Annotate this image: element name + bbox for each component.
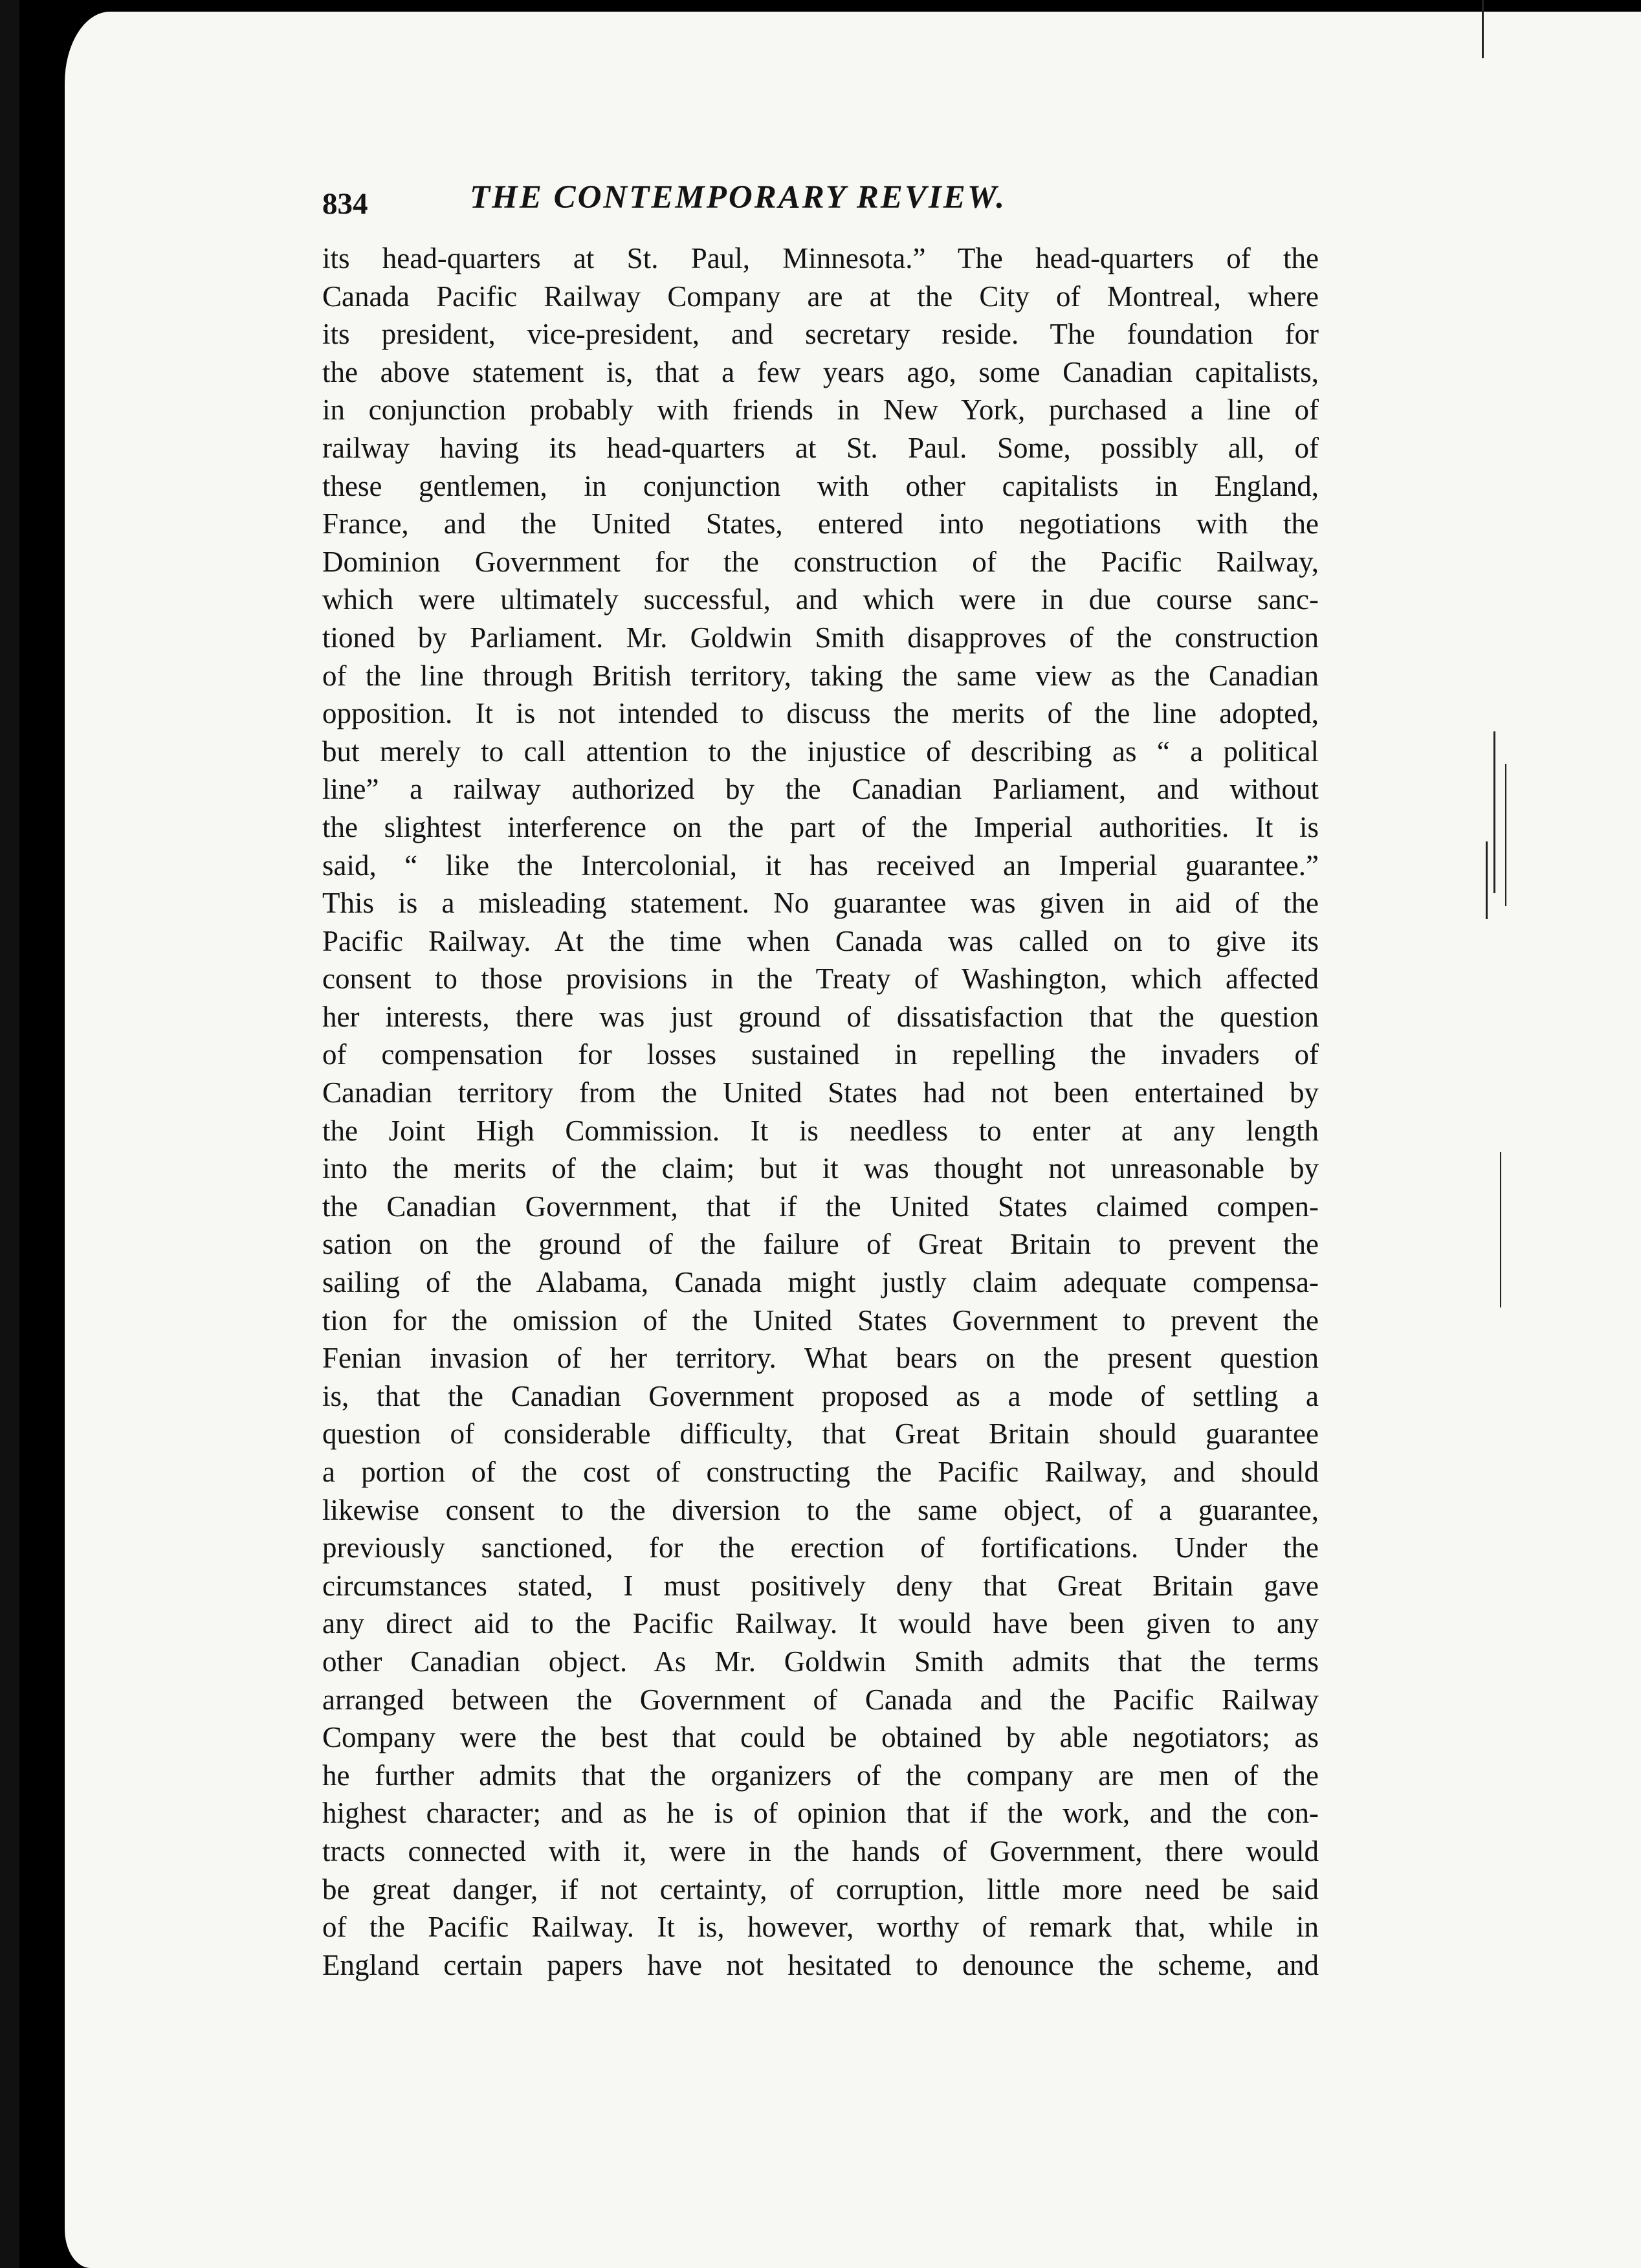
text-line: railway having its head-quarters at St. Paul. Some, possibly all, of — [322, 431, 1319, 464]
text-line: England certain papers have not hesitated to denounce the scheme, and — [322, 1948, 1319, 1981]
text-line: of the Pacific Railway. It is, however, worthy of remark that, while in — [322, 1911, 1319, 1944]
text-line: he further admits that the organizers of the company are men of the — [322, 1759, 1319, 1792]
text-line: arranged between the Government of Canada and the Pacific Railway — [322, 1683, 1319, 1716]
text-line: Pacific Railway. At the time when Canada was called on to give its — [322, 924, 1319, 957]
page-text — [322, 175, 1319, 1984]
text-line: be great danger, if not certainty, of corruption, little more need be said — [322, 1873, 1319, 1906]
text-line: highest character; and as he is of opinion that if the work, and the con- — [322, 1797, 1319, 1830]
text-line: Canadian territory from the United States had not been entertained by — [322, 1076, 1319, 1109]
journal-title: THE CONTEMPORARY REVIEW. — [470, 179, 1007, 216]
text-line: tion for the omission of the United States Government to prevent the — [322, 1304, 1319, 1337]
text-line: Canada Pacific Railway Company are at the City of Montreal, where — [322, 280, 1319, 313]
scan-scratch — [1493, 731, 1495, 893]
scan-speck — [9, 290, 17, 298]
scan-scratch — [1500, 1152, 1501, 1307]
text-line: other Canadian object. As Mr. Goldwin Smith admits that the terms — [322, 1645, 1319, 1678]
text-line: but merely to call attention to the injustice of describing as “ a political — [322, 735, 1319, 768]
text-line: said, “ like the Intercolonial, it has received an Imperial guarantee.” — [322, 849, 1319, 882]
text-line: of the line through British territory, taking the same view as the Canadian — [322, 659, 1319, 692]
page-number: 834 — [322, 187, 368, 221]
text-line: France, and the United States, entered into negotiations with the — [322, 507, 1319, 540]
text-line: question of considerable difficulty, that Great Britain should guarantee — [322, 1418, 1319, 1451]
text-line: tracts connected with it, were in the hands of Government, there would — [322, 1834, 1319, 1867]
text-line: its president, vice-president, and secretary reside. The foundation for — [322, 318, 1319, 351]
text-line: sailing of the Alabama, Canada might justly claim adequate compensa- — [322, 1266, 1319, 1299]
text-line: the Joint High Commission. It is needless to enter at any length — [322, 1114, 1319, 1147]
text-line: is, that the Canadian Government proposed as a mode of settling a — [322, 1379, 1319, 1412]
text-line: This is a misleading statement. No guarantee was given in aid of the — [322, 887, 1319, 920]
running-header — [322, 175, 1319, 239]
scan-speck — [6, 1134, 16, 1140]
text-line: likewise consent to the diversion to the same object, of a guarantee, — [322, 1493, 1319, 1526]
text-line: Dominion Government for the construction of the Pacific Railway, — [322, 545, 1319, 578]
text-line: into the merits of the claim; but it was thought not unreasonable by — [322, 1152, 1319, 1185]
text-line: consent to those provisions in the Treaty of Washington, which affected — [322, 962, 1319, 995]
text-line: circumstances stated, I must positively deny that Great Britain gave — [322, 1569, 1319, 1602]
text-line: which were ultimately successful, and which were in due course sanc- — [322, 583, 1319, 616]
body-text — [322, 239, 1319, 1984]
text-line: the above statement is, that a few years ago, some Canadian capitalists, — [322, 355, 1319, 388]
text-line: line” a railway authorized by the Canadian Parliament, and without — [322, 773, 1319, 806]
text-line: the Canadian Government, that if the United States claimed compen- — [322, 1190, 1319, 1223]
scan-scratch — [1505, 764, 1506, 906]
scan-scratch — [1482, 0, 1484, 58]
text-line: her interests, there was just ground of dissatisfaction that the question — [322, 1000, 1319, 1033]
text-line: in conjunction probably with friends in New York, purchased a line of — [322, 394, 1319, 427]
text-line: opposition. It is not intended to discuss the merits of the line adopted, — [322, 697, 1319, 730]
scan-speck — [8, 1670, 17, 1678]
text-line: Fenian invasion of her territory. What bears on the present question — [322, 1342, 1319, 1375]
text-line: its head-quarters at St. Paul, Minnesota.” The head-quarters of the — [322, 242, 1319, 274]
text-line: Company were the best that could be obtained by able negotiators; as — [322, 1721, 1319, 1754]
text-line: the slightest interference on the part of the Imperial authorities. It is — [322, 810, 1319, 843]
text-line: tioned by Parliament. Mr. Goldwin Smith disapproves of the construction — [322, 621, 1319, 654]
text-line: of compensation for losses sustained in repelling the invaders of — [322, 1038, 1319, 1071]
scan-scratch — [1486, 841, 1488, 919]
text-line: sation on the ground of the failure of Great Britain to prevent the — [322, 1228, 1319, 1261]
text-line: previously sanctioned, for the erection of fortifications. Under the — [322, 1531, 1319, 1564]
text-line: these gentlemen, in conjunction with other capitalists in England, — [322, 469, 1319, 502]
text-line: a portion of the cost of constructing the Pacific Railway, and should — [322, 1456, 1319, 1488]
text-line: any direct aid to the Pacific Railway. It would have been given to any — [322, 1607, 1319, 1640]
